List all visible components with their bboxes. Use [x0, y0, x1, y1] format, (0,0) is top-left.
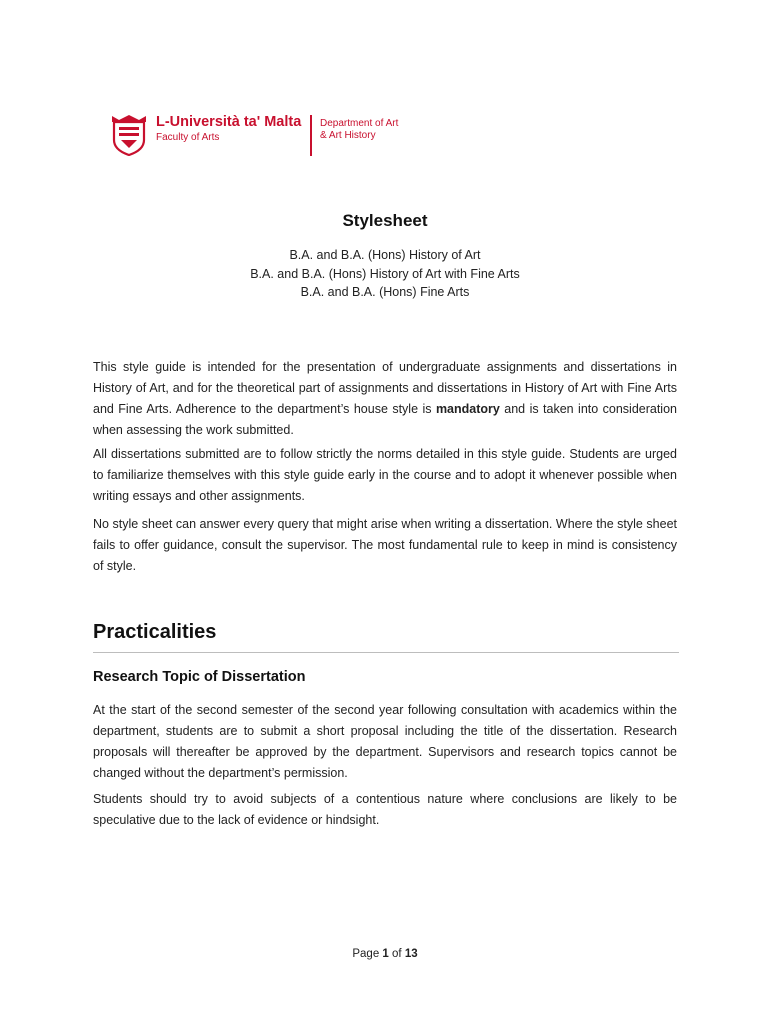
- degree-line: B.A. and B.A. (Hons) History of Art with Fine Arts: [250, 266, 520, 281]
- subsection-heading: Research Topic of Dissertation: [93, 669, 306, 685]
- university-name: L-Università ta' Malta: [156, 114, 302, 130]
- total-pages: 13: [404, 948, 418, 960]
- section-paragraph-2: Students should try to avoid subjects of a contentious nature where conclusions are likely to be speculative due to the lack of evidence or hindsight.: [93, 792, 677, 827]
- page-footer: [0, 948, 770, 960]
- section-paragraph-1: At the start of the second semester of the second year following consultation with academics within the department, students are to submit a short proposal including the title of the dissertation. Research proposals will thereafter be approved by the department. Supervisors and research topics cannot be changed without the department’s permission.: [93, 703, 677, 780]
- university-crest-icon: [110, 112, 148, 156]
- of-label: of: [392, 948, 402, 960]
- intro-paragraph-1: This style guide is intended for the presentation of undergraduate assignments and dissertations in History of Art, and for the theoretical part of assignments and dissertations in History of Art with Fine Arts and Fine Arts. Adherence to the department’s house style is mandatory and is taken into consideration when assessing the work submitted.: [93, 360, 677, 437]
- document-title: Stylesheet: [342, 211, 428, 230]
- mandatory-emphasis: mandatory: [435, 402, 500, 416]
- page-label: Page: [352, 948, 380, 960]
- degree-line: B.A. and B.A. (Hons) History of Art: [289, 248, 481, 262]
- department-line-2: & Art History: [320, 130, 376, 141]
- section-rule: [93, 652, 679, 653]
- faculty-name: Faculty of Arts: [156, 132, 220, 143]
- logo-divider: [310, 115, 312, 156]
- section-heading: Practicalities: [93, 621, 217, 643]
- intro-paragraph-3: No style sheet can answer every query that might arise when writing a dissertation. Where the style sheet fails to offer guidance, consult the supervisor. The most fundamental rule to keep in mind is consistency of style.: [93, 517, 677, 573]
- page-number: 1: [382, 948, 389, 960]
- department-line-1: Department of Art: [320, 118, 399, 129]
- degree-line: B.A. and B.A. (Hons) Fine Arts: [300, 285, 470, 299]
- degree-list: [0, 246, 770, 302]
- intro-paragraph-2: All dissertations submitted are to follow strictly the norms detailed in this style guide. Students are urged to familiarize themselves with this style guide early in the course and to adopt it whenever possible when writing essays and other assignments.: [93, 447, 677, 503]
- university-logo: [110, 112, 430, 160]
- department-name: [320, 118, 398, 142]
